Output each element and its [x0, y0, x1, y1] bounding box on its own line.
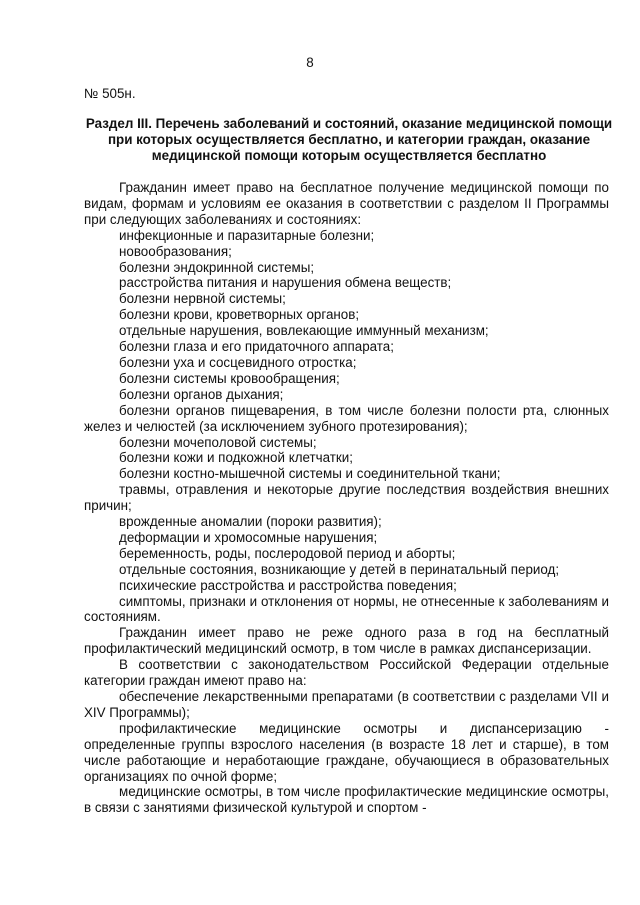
- condition-item: врожденные аномалии (пороки развития);: [119, 514, 382, 530]
- condition-item: болезни костно-мышечной системы и соединительной ткани;: [119, 466, 501, 482]
- condition-item: болезни кожи и подкожной клетчатки;: [119, 450, 353, 466]
- condition-item: болезни органов пищеварения, в том числе болезни полости рта, слюнных желез и челюстей (за исключением зубного протезирования);: [84, 402, 609, 434]
- condition-item: болезни органов дыхания;: [119, 386, 284, 402]
- condition-item: болезни уха и сосцевидного отростка;: [119, 354, 357, 370]
- intro-paragraph: Гражданин имеет право на бесплатное получение медицинской помощи по видам, формам и условиям ее оказания в соответствии с разделом II Программы при следующих заболеваниях и состояниях:: [84, 180, 609, 227]
- condition-item: травмы, отравления и некоторые другие последствия воздействия внешних причин;: [84, 482, 609, 514]
- condition-item: отдельные состояния, возникающие у детей в перинатальный период;: [119, 561, 560, 577]
- category-item: профилактические медицинские осмотры и диспансеризацию - определенные группы взрослого населения (в возрасте 18 лет и старше), в том числе работающие и неработающие граждане, обучающиеся в образовательных организациях по очной форме;: [84, 720, 609, 784]
- categories-list: [84, 689, 609, 816]
- condition-item: болезни мочеполовой системы;: [119, 434, 317, 450]
- condition-item: отдельные нарушения, вовлекающие иммунный механизм;: [119, 323, 489, 339]
- category-item: медицинские осмотры, в том числе профилактические медицинские осмотры, в связи с занятиями физической культурой и спортом -: [84, 784, 609, 816]
- section-heading: Раздел III. Перечень заболеваний и состояний, оказание медицинской помощи при которых осуществляется бесплатно, и категории граждан, оказание медицинской помощи которым осуществляется бесплатно: [85, 116, 613, 163]
- condition-item: болезни глаза и его придаточного аппарата;: [119, 339, 394, 355]
- condition-item: болезни системы кровообращения;: [119, 370, 340, 386]
- condition-item: симптомы, признаки и отклонения от нормы, не отнесенные к заболеваниям и состояниям.: [84, 593, 609, 625]
- condition-item: болезни эндокринной системы;: [119, 259, 315, 275]
- condition-item: болезни крови, кроветворных органов;: [119, 307, 360, 323]
- body-text: [84, 180, 609, 816]
- condition-item: беременность, роды, послеродовой период и аборты;: [119, 545, 456, 561]
- document-reference: № 505н.: [84, 86, 136, 101]
- condition-item: болезни нервной системы;: [119, 291, 286, 307]
- categories-intro-paragraph: В соответствии с законодательством Российской Федерации отдельные категории граждан имеют право на:: [84, 657, 609, 689]
- condition-item: инфекционные и паразитарные болезни;: [119, 227, 375, 243]
- preventive-paragraph: Гражданин имеет право не реже одного раза в год на бесплатный профилактический медицинский осмотр, в том числе в рамках диспансеризации.: [84, 625, 609, 657]
- condition-item: новообразования;: [119, 243, 232, 259]
- condition-item: деформации и хромосомные нарушения;: [119, 529, 378, 545]
- page-number: 8: [306, 55, 314, 70]
- condition-item: расстройства питания и нарушения обмена веществ;: [119, 275, 452, 291]
- category-item: обеспечение лекарственными препаратами (в соответствии с разделами VII и XIV Программы);: [84, 689, 609, 720]
- conditions-list: [84, 228, 609, 626]
- condition-item: психические расстройства и расстройства поведения;: [119, 577, 457, 593]
